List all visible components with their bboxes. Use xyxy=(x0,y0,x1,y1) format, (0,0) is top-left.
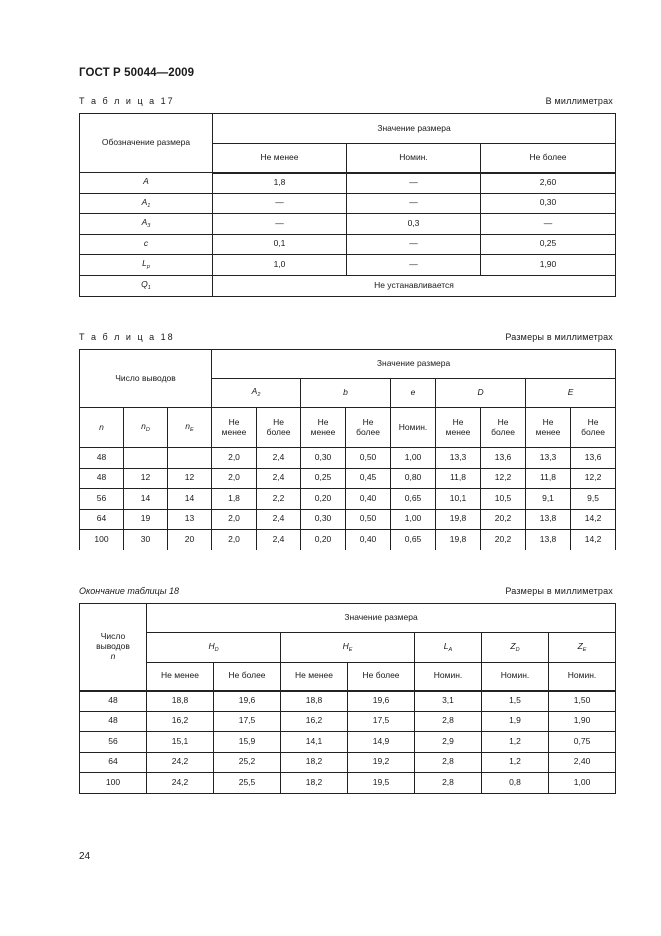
table-cell: 12,2 xyxy=(571,468,616,489)
t18b-header-pins: Число выводов n xyxy=(80,604,147,691)
table-cell: 15,1 xyxy=(147,732,214,753)
table-row xyxy=(80,255,616,276)
t17-cell-nom: 0,3 xyxy=(347,214,481,235)
table-cell: 2,2 xyxy=(257,489,301,510)
t17-cell-designation: $Q_1$ xyxy=(80,275,213,296)
table-cell: 1,00 xyxy=(391,509,436,530)
table-cell: 14 xyxy=(124,489,168,510)
table-cell: 2,0 xyxy=(212,509,257,530)
table-row xyxy=(80,752,616,773)
table17-caption: Т а б л и ц а 17 xyxy=(79,96,175,106)
t18b-body xyxy=(80,691,616,794)
table-cell: 19,5 xyxy=(348,773,415,794)
table-cell: 17,5 xyxy=(214,711,281,732)
table-cell: 48 xyxy=(80,711,147,732)
t17-header-max: Не более xyxy=(481,144,616,173)
t18-body xyxy=(80,448,616,551)
table-cell: 0,45 xyxy=(346,468,391,489)
t17-header-designation: Обозначение размера xyxy=(80,114,213,173)
table-cell: 13,6 xyxy=(571,448,616,469)
table-cell: 2,4 xyxy=(257,468,301,489)
t18-header-max: Не более xyxy=(571,408,616,448)
table-cell: 1,00 xyxy=(391,448,436,469)
t18b-group-la: $L_A$ xyxy=(415,633,482,663)
table18b-units: Размеры в миллиметрах xyxy=(505,586,613,596)
table-cell: 3,1 xyxy=(415,691,482,712)
table-cell: 0,40 xyxy=(346,489,391,510)
table-cell: 0,25 xyxy=(301,468,346,489)
table-cell: 2,8 xyxy=(415,773,482,794)
table18-units: Размеры в миллиметрах xyxy=(505,332,613,342)
t17-cell-nom: — xyxy=(347,234,481,255)
table-cell: 19 xyxy=(124,509,168,530)
t18-header-nom: Номин. xyxy=(391,408,436,448)
table-cell: 64 xyxy=(80,509,124,530)
t17-cell-nom: — xyxy=(347,255,481,276)
table-cell: 19,8 xyxy=(436,530,481,551)
t17-cell-max: 0,30 xyxy=(481,193,616,214)
t18-group-b: b xyxy=(301,379,391,408)
table-cell: 0,75 xyxy=(549,732,616,753)
table-cell: 12 xyxy=(168,468,212,489)
table-cell: 17,5 xyxy=(348,711,415,732)
table-cell: 48 xyxy=(80,468,124,489)
t18b-header-max: Не более xyxy=(348,663,415,691)
table-cell: 12 xyxy=(124,468,168,489)
table-cell: 1,00 xyxy=(549,773,616,794)
t18b-header-value: Значение размера xyxy=(147,604,616,633)
table-cell: 0,30 xyxy=(301,509,346,530)
table-cell: 1,90 xyxy=(549,711,616,732)
table-cell: 30 xyxy=(124,530,168,551)
t18b-header-nom: Номин. xyxy=(482,663,549,691)
t18b-header-nom: Номин. xyxy=(415,663,482,691)
table-cell: 1,8 xyxy=(212,489,257,510)
table-cell: 13 xyxy=(168,509,212,530)
table-cell: 10,1 xyxy=(436,489,481,510)
table18b-caption: Окончание таблицы 18 xyxy=(79,586,179,596)
table-cell: 2,0 xyxy=(212,448,257,469)
table-18 xyxy=(79,349,616,550)
table-cell: 24,2 xyxy=(147,752,214,773)
table-cell: 2,8 xyxy=(415,752,482,773)
table-cell: 2,0 xyxy=(212,468,257,489)
table-row xyxy=(80,234,616,255)
t17-cell-max: 2,60 xyxy=(481,173,616,194)
t18-header-n: n xyxy=(80,408,124,448)
table-cell: 100 xyxy=(80,530,124,551)
table-row xyxy=(80,711,616,732)
table-row xyxy=(80,773,616,794)
t18-header-pins: Число выводов xyxy=(80,350,212,408)
table-cell: 18,8 xyxy=(281,691,348,712)
table-cell: 19,6 xyxy=(214,691,281,712)
t17-cell-designation: A xyxy=(80,173,213,194)
table-row xyxy=(80,448,616,469)
table-cell: 20 xyxy=(168,530,212,551)
table-cell: 0,20 xyxy=(301,489,346,510)
t17-cell-nom: — xyxy=(347,193,481,214)
table-cell: 48 xyxy=(80,691,147,712)
table-row xyxy=(80,530,616,551)
table-cell: 13,3 xyxy=(436,448,481,469)
document-title: ГОСТ Р 50044—2009 xyxy=(79,67,195,79)
t18-header-nd: $n_D$ xyxy=(124,408,168,448)
t17-cell-min: 1,8 xyxy=(213,173,347,194)
table-cell: 10,5 xyxy=(481,489,526,510)
table-cell: 16,2 xyxy=(281,711,348,732)
table-cell: 2,4 xyxy=(257,530,301,551)
table-row xyxy=(80,732,616,753)
table-cell: 64 xyxy=(80,752,147,773)
t17-cell-designation: $A_3$ xyxy=(80,214,213,235)
table-cell: 48 xyxy=(80,448,124,469)
table-cell: 2,4 xyxy=(257,448,301,469)
t18b-group-hd: $H_D$ xyxy=(147,633,281,663)
t18-header-max: Не более xyxy=(257,408,301,448)
table-cell: 14,2 xyxy=(571,530,616,551)
table-cell: 2,40 xyxy=(549,752,616,773)
t18-group-a2: $A_2$ xyxy=(212,379,301,408)
table-cell: 0,40 xyxy=(346,530,391,551)
t18b-header-max: Не более xyxy=(214,663,281,691)
t17-cell-max: — xyxy=(481,214,616,235)
t17-body xyxy=(80,173,616,276)
t18b-header-min: Не менее xyxy=(147,663,214,691)
table-cell: 14,9 xyxy=(348,732,415,753)
table-cell: 9,1 xyxy=(526,489,571,510)
t18b-group-ze: $Z_E$ xyxy=(549,633,616,663)
table-cell: 20,2 xyxy=(481,530,526,551)
table-cell: 24,2 xyxy=(147,773,214,794)
t17-cell-designation: $A_1$ xyxy=(80,193,213,214)
table-cell: 1,5 xyxy=(482,691,549,712)
table-cell: 1,2 xyxy=(482,752,549,773)
table-row xyxy=(80,214,616,235)
table-cell: 14 xyxy=(168,489,212,510)
t18-group-e-dim: E xyxy=(526,379,616,408)
t18b-group-he: $H_E$ xyxy=(281,633,415,663)
table-cell: 13,8 xyxy=(526,530,571,551)
table-cell: 13,6 xyxy=(481,448,526,469)
t18-header-max: Не более xyxy=(346,408,391,448)
t17-header-value: Значение размера xyxy=(213,114,616,144)
t18-header-min: Не менее xyxy=(212,408,257,448)
table-cell: 0,50 xyxy=(346,509,391,530)
t18-header-max: Не более xyxy=(481,408,526,448)
table18-caption: Т а б л и ц а 18 xyxy=(79,332,175,342)
t18b-header-min: Не менее xyxy=(281,663,348,691)
t18-header-min: Не менее xyxy=(301,408,346,448)
t17-cell-min: 0,1 xyxy=(213,234,347,255)
t18-header-ne: $n_E$ xyxy=(168,408,212,448)
table-18-end xyxy=(79,603,616,794)
table-cell: 56 xyxy=(80,489,124,510)
table-cell: 9,5 xyxy=(571,489,616,510)
t18b-group-zd: $Z_D$ xyxy=(482,633,549,663)
table-row xyxy=(80,509,616,530)
table-cell: 14,1 xyxy=(281,732,348,753)
page-number: 24 xyxy=(79,851,91,862)
table-cell: 12,2 xyxy=(481,468,526,489)
table-cell: 0,65 xyxy=(391,530,436,551)
table-17 xyxy=(79,113,616,297)
t18-subheader-row xyxy=(80,408,616,448)
t17-cell-designation: $L_p$ xyxy=(80,255,213,276)
t17-cell-nom: — xyxy=(347,173,481,194)
table-cell: 1,9 xyxy=(482,711,549,732)
table-cell: 19,6 xyxy=(348,691,415,712)
table-cell: 16,2 xyxy=(147,711,214,732)
table-cell: 2,8 xyxy=(415,711,482,732)
table-cell: 2,4 xyxy=(257,509,301,530)
table-cell: 11,8 xyxy=(436,468,481,489)
t17-cell-min: — xyxy=(213,193,347,214)
table-cell: 13,3 xyxy=(526,448,571,469)
table-cell: 14,2 xyxy=(571,509,616,530)
table-cell: 25,2 xyxy=(214,752,281,773)
table-cell: 0,65 xyxy=(391,489,436,510)
table18-caption-row xyxy=(79,332,613,342)
table-cell: 18,8 xyxy=(147,691,214,712)
table17-caption-row xyxy=(79,96,613,106)
table-cell: 19,8 xyxy=(436,509,481,530)
table-cell: 1,2 xyxy=(482,732,549,753)
t18-header-min: Не менее xyxy=(436,408,481,448)
table-row xyxy=(80,173,616,194)
t17-header-min: Не менее xyxy=(213,144,347,173)
table-row xyxy=(80,468,616,489)
table-cell: 18,2 xyxy=(281,773,348,794)
t18b-header-nom: Номин. xyxy=(549,663,616,691)
table-cell: 13,8 xyxy=(526,509,571,530)
table-cell: 18,2 xyxy=(281,752,348,773)
table-cell: 100 xyxy=(80,773,147,794)
table-cell: 1,50 xyxy=(549,691,616,712)
t17-cell-designation: c xyxy=(80,234,213,255)
table-row xyxy=(80,489,616,510)
table-cell: 20,2 xyxy=(481,509,526,530)
t17-cell-max: 1,90 xyxy=(481,255,616,276)
table-cell: 0,80 xyxy=(391,468,436,489)
t18-header-value: Значение размера xyxy=(212,350,616,379)
table-row xyxy=(80,193,616,214)
t18-group-e: e xyxy=(391,379,436,408)
table-cell: 0,20 xyxy=(301,530,346,551)
table-cell: 11,8 xyxy=(526,468,571,489)
table-cell: 25,5 xyxy=(214,773,281,794)
table-cell: 0,8 xyxy=(482,773,549,794)
table17-units: В миллиметрах xyxy=(545,96,613,106)
table-cell: 19,2 xyxy=(348,752,415,773)
table-row xyxy=(80,275,616,296)
t17-cell-max: 0,25 xyxy=(481,234,616,255)
table-cell: 0,30 xyxy=(301,448,346,469)
table-cell: 0,50 xyxy=(346,448,391,469)
t17-cell-not-specified: Не устанавливается xyxy=(213,275,616,296)
table-cell xyxy=(168,448,212,469)
t18-group-d: D xyxy=(436,379,526,408)
t18-header-min: Не менее xyxy=(526,408,571,448)
t17-header-nom: Номин. xyxy=(347,144,481,173)
table-row xyxy=(80,691,616,712)
table-cell: 56 xyxy=(80,732,147,753)
table18b-caption-row xyxy=(79,586,613,596)
t17-cell-min: 1,0 xyxy=(213,255,347,276)
table-cell: 2,9 xyxy=(415,732,482,753)
table-cell: 2,0 xyxy=(212,530,257,551)
table-cell xyxy=(124,448,168,469)
t17-cell-min: — xyxy=(213,214,347,235)
table-cell: 15,9 xyxy=(214,732,281,753)
